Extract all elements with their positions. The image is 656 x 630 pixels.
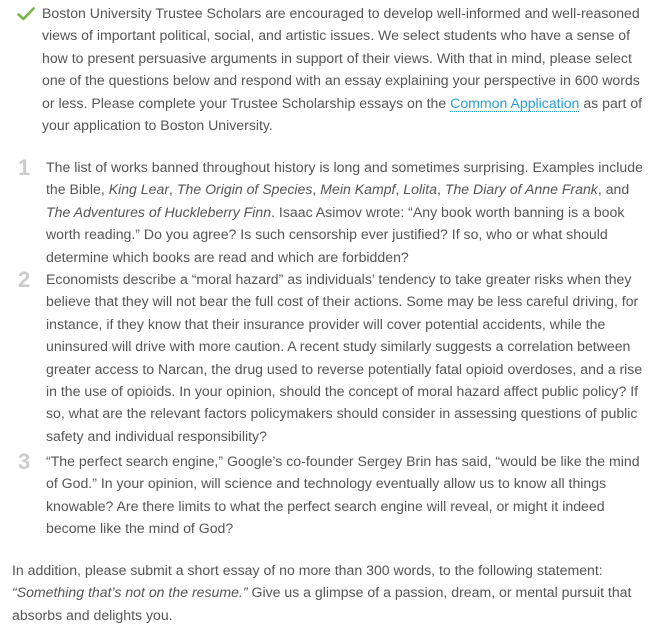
book-title: King Lear bbox=[108, 181, 170, 198]
closing-text-end: Give us a glimpse of a passion, dream, or mental pursuit that absorbs and delights you. bbox=[12, 584, 632, 623]
question-1-text-end: . Isaac Asimov wrote: “Any book worth banning is a book worth reading.” Do you agree? Is such censorship ever justified? If so, who or what should determine which books are read and which are forbidden? bbox=[46, 203, 625, 265]
book-title: The Origin of Species bbox=[176, 181, 313, 198]
separator: , bbox=[437, 181, 445, 198]
common-application-link[interactable]: Common Application bbox=[450, 94, 580, 111]
question-3: “The perfect search engine,” Google’s co-founder Sergey Brin has said, “would be like the mind of God.” In your opinion, will science and technology eventually allow us to know all things knowable? Are there limits to what the perfect search engine will reveal, or might it indeed become like the mind of God? bbox=[46, 453, 640, 537]
book-title: Lolita bbox=[403, 181, 437, 198]
separator: , bbox=[169, 181, 177, 198]
intro-paragraph bbox=[42, 2, 648, 136]
intro-text: Boston University Trustee Scholars are encouraged to develop well-informed and well-reasoned views of important political, social, and artistic issues. We select students who have a sense of how to present persuasive arguments in support of their views. With that in mind, please select one of the questions below and respond with an essay explaining your perspective in 600 words or less. Please complete your Trustee Scholarship essays on the bbox=[42, 5, 640, 111]
separator: , bbox=[312, 181, 321, 198]
book-title: The Adventures of Huckleberry Finn bbox=[46, 203, 272, 220]
question-number-1: 1 bbox=[18, 155, 31, 180]
prompt-quote: “Something that’s not on the resume.” bbox=[12, 584, 248, 601]
question-1-text: The list of works banned throughout history is long and sometimes surprising. Examples include the Bible, bbox=[46, 159, 643, 198]
book-title: Mein Kampf bbox=[320, 181, 396, 198]
checkmark-icon bbox=[17, 7, 35, 21]
separator: , and bbox=[597, 181, 630, 198]
question-number-3: 3 bbox=[18, 449, 31, 474]
intro-text-end: as part of your application to Boston University. bbox=[42, 94, 643, 134]
closing-text: In addition, please submit a short essay of no more than 300 words, to the following statement: bbox=[12, 562, 603, 578]
question-1 bbox=[46, 156, 646, 268]
closing-paragraph bbox=[12, 559, 648, 626]
question-2: Economists describe a “moral hazard” as individuals’ tendency to take greater risks when they believe that they will not bear the full cost of their actions. Some may be less careful driving, for instance, if they know that their insurance provider will cover potential accidents, while the uninsured will drive with more caution. A recent study similarly suggests a correlation between greater access to Narcan, the drug used to reverse potentially fatal opioid overdoses, and a rise in the use of opioids. In your opinion, should the concept of moral hazard affect public policy? If so, what are the relevant factors policymakers should consider in assessing questions of public safety and individual responsibility? bbox=[46, 271, 643, 444]
question-number-2: 2 bbox=[18, 267, 31, 292]
separator: , bbox=[395, 181, 404, 198]
book-title: The Diary of Anne Frank bbox=[444, 181, 598, 198]
